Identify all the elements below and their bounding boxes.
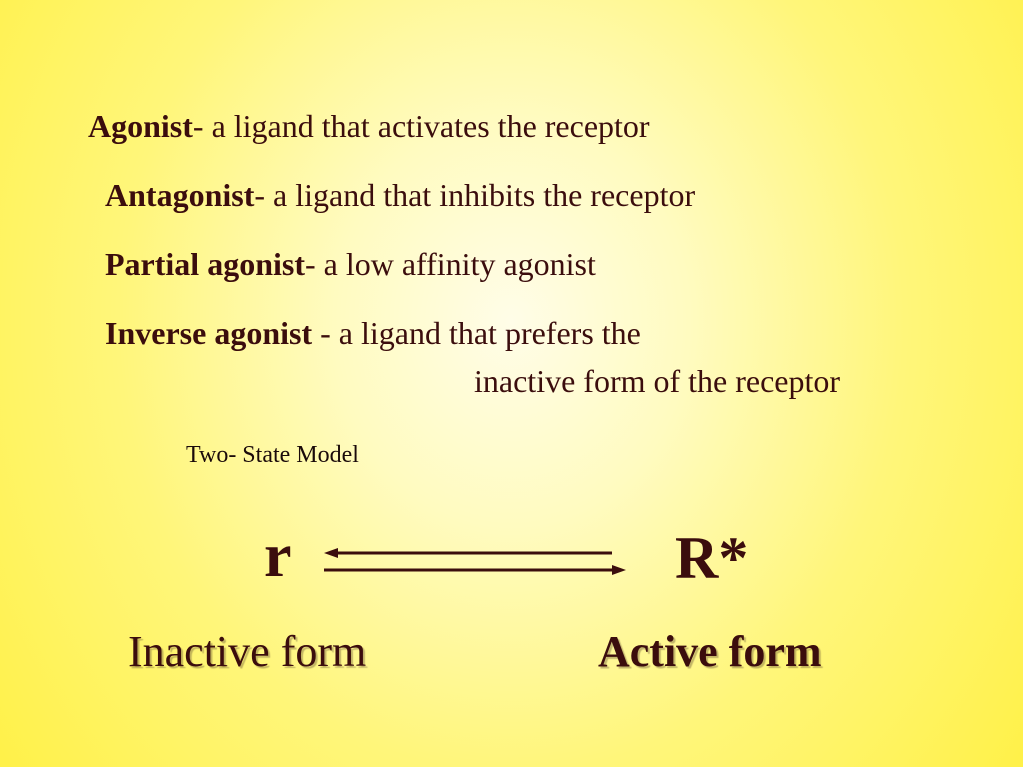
definition-inverse-agonist bbox=[105, 315, 641, 351]
definition-text-inverse-agonist-continuation: inactive form of the receptor bbox=[474, 363, 841, 399]
equilibrium-arrows bbox=[320, 540, 630, 580]
definition-text-partial-agonist: - a low affinity agonist bbox=[304, 246, 596, 282]
definition-agonist bbox=[88, 108, 650, 144]
term-partial-agonist: Partial agonist bbox=[105, 246, 305, 282]
definition-text-agonist: - a ligand that activates the receptor bbox=[192, 108, 650, 144]
term-inverse-agonist: Inverse agonist bbox=[105, 315, 321, 351]
reverse-arrow bbox=[324, 548, 612, 558]
term-antagonist: Antagonist bbox=[105, 177, 255, 213]
active-form-label: Active form bbox=[598, 627, 822, 676]
inactive-state-symbol: r bbox=[264, 522, 292, 590]
inactive-form-label: Inactive form bbox=[128, 627, 367, 676]
term-agonist: Agonist bbox=[88, 108, 193, 144]
definition-antagonist bbox=[105, 177, 695, 213]
forward-arrow bbox=[324, 565, 626, 575]
active-state-symbol: R* bbox=[675, 525, 749, 591]
definition-partial-agonist bbox=[105, 246, 596, 282]
definition-text-inverse-agonist: - a ligand that prefers the bbox=[320, 315, 641, 351]
model-caption: Two- State Model bbox=[186, 442, 359, 468]
definition-text-antagonist: - a ligand that inhibits the receptor bbox=[254, 177, 696, 213]
